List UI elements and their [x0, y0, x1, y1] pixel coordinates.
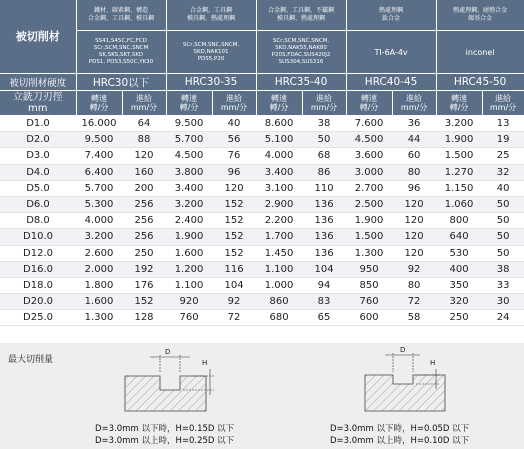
speed-cell: 5.100	[256, 132, 302, 148]
feed-cell: 25	[482, 148, 524, 164]
feed-cell: 92	[212, 294, 256, 310]
speed-cell: 5.300	[76, 196, 122, 212]
feed-cell: 83	[302, 294, 346, 310]
group-materials: inconel	[436, 31, 524, 74]
feed-cell: 19	[482, 132, 524, 148]
left-h-label: H	[202, 359, 208, 367]
speed-cell: 250	[436, 310, 482, 326]
table-row	[0, 180, 524, 196]
left-cut-diagram	[125, 348, 214, 411]
speed-cell: 860	[256, 294, 302, 310]
feed-cell: 136	[302, 213, 346, 229]
material-label: 被切削材	[0, 0, 76, 74]
speed-cell: 7.400	[76, 148, 122, 164]
feed-cell: 68	[302, 148, 346, 164]
speed-cell: 920	[166, 294, 212, 310]
speed-cell: 850	[346, 277, 392, 293]
diameter-cell: D20.0	[0, 294, 76, 310]
speed-cell: 7.600	[346, 116, 392, 132]
right-cut-diagram	[365, 346, 445, 411]
feed-cell: 104	[212, 277, 256, 293]
feed-cell: 72	[392, 294, 436, 310]
table-row	[0, 245, 524, 261]
left-note-1: D=3.0mm 以下時，H=0.15D 以下	[95, 424, 235, 434]
hardness-value: HRC35-40	[256, 74, 346, 91]
speed-cell: 1.500	[436, 148, 482, 164]
group-materials: SCr,SCM,SNC,SNCM, SKD,NAK55,NAK80 P20S,FDAC,SUS420J2 SUS304,SUS316	[256, 31, 346, 74]
table-row	[0, 148, 524, 164]
table-row	[0, 196, 524, 212]
speed-cell: 1.100	[166, 277, 212, 293]
feed-cell: 152	[122, 294, 166, 310]
speed-cell: 800	[436, 213, 482, 229]
feed-cell: 80	[392, 277, 436, 293]
speed-cell: 1.900	[436, 132, 482, 148]
table-row	[0, 164, 524, 180]
speed-cell: 2.700	[346, 180, 392, 196]
diameter-cell: D4.0	[0, 164, 76, 180]
table-row	[0, 229, 524, 245]
feed-cell: 120	[392, 229, 436, 245]
feed-cell: 136	[302, 245, 346, 261]
left-note-2: D=3.0mm 以上時，H=0.25D 以下	[95, 436, 235, 446]
feed-col-header: 進給 mm/分	[212, 91, 256, 116]
feed-cell: 160	[122, 164, 166, 180]
feed-cell: 50	[482, 196, 524, 212]
speed-cell: 4.000	[76, 213, 122, 229]
feed-cell: 176	[122, 277, 166, 293]
feed-col-header: 進給 mm/分	[302, 91, 346, 116]
right-workpiece-shape	[365, 375, 445, 411]
group-materials: SS41,S45C,FC,FCD SCr,SCM,SNC,SNCM SK,SKS,SKT,SKD PDS1, PDS3,S50C,YK30	[76, 31, 166, 74]
speed-cell: 8.600	[256, 116, 302, 132]
feed-cell: 56	[212, 132, 256, 148]
left-d-label: D	[165, 348, 171, 356]
speed-cell: 530	[436, 245, 482, 261]
diameter-cell: D6.0	[0, 196, 76, 212]
feed-cell: 40	[212, 116, 256, 132]
feed-cell: 110	[302, 180, 346, 196]
feed-cell: 256	[122, 213, 166, 229]
speed-cell: 2.200	[256, 213, 302, 229]
group-name: 鐵材、碳素鋼、構造 合金鋼、工具鋼、模具鋼	[76, 0, 166, 31]
feed-cell: 50	[482, 245, 524, 261]
feed-cell: 38	[482, 261, 524, 277]
feed-col-header: 進給 mm/分	[122, 91, 166, 116]
diameter-cell: D18.0	[0, 277, 76, 293]
speed-cell: 1.600	[166, 245, 212, 261]
hardness-value: HRC30以下	[76, 74, 166, 91]
table-row	[0, 213, 524, 229]
speed-cell: 1.300	[76, 310, 122, 326]
speed-cell: 400	[436, 261, 482, 277]
speed-cell: 5.700	[166, 132, 212, 148]
hardness-label: 被切削材硬度	[0, 74, 76, 91]
speed-cell: 680	[256, 310, 302, 326]
feed-cell: 36	[392, 116, 436, 132]
feed-cell: 120	[392, 245, 436, 261]
speed-cell: 3.200	[76, 229, 122, 245]
feed-cell: 65	[302, 310, 346, 326]
right-d-label: D	[400, 346, 406, 354]
speed-cell: 16.000	[76, 116, 122, 132]
feed-cell: 256	[122, 229, 166, 245]
diameter-cell: D5.0	[0, 180, 76, 196]
feed-cell: 152	[212, 213, 256, 229]
speed-cell: 1.100	[256, 261, 302, 277]
speed-cell: 350	[436, 277, 482, 293]
max-cut-title: 最大切削量	[8, 355, 54, 365]
group-name: 合金鋼、工具鋼 模具鋼、熱處理鋼	[166, 0, 256, 31]
feed-cell: 76	[212, 148, 256, 164]
diameter-cell: D16.0	[0, 261, 76, 277]
speed-col-header: 轉速 轉/分	[76, 91, 122, 116]
diameter-cell: D1.0	[0, 116, 76, 132]
speed-cell: 3.400	[166, 180, 212, 196]
speed-cell: 2.000	[76, 261, 122, 277]
speed-cell: 5.700	[76, 180, 122, 196]
feed-cell: 96	[212, 164, 256, 180]
speed-col-header: 轉速 轉/分	[436, 91, 482, 116]
speed-cell: 1.300	[346, 245, 392, 261]
feed-cell: 120	[392, 196, 436, 212]
table-row	[0, 310, 524, 326]
speed-cell: 2.900	[256, 196, 302, 212]
feed-cell: 116	[212, 261, 256, 277]
feed-cell: 60	[392, 148, 436, 164]
feed-cell: 32	[482, 164, 524, 180]
speed-cell: 320	[436, 294, 482, 310]
feed-cell: 50	[482, 213, 524, 229]
diameter-cell: D10.0	[0, 229, 76, 245]
group-name: 熱處理鋼 鈦合金	[346, 0, 436, 31]
feed-cell: 128	[122, 310, 166, 326]
speed-cell: 1.700	[256, 229, 302, 245]
speed-cell: 3.800	[166, 164, 212, 180]
right-h-label: H	[430, 359, 436, 367]
feed-cell: 152	[212, 229, 256, 245]
speed-cell: 3.100	[256, 180, 302, 196]
feed-col-header: 進給 mm/分	[482, 91, 524, 116]
speed-cell: 6.400	[76, 164, 122, 180]
feed-cell: 94	[302, 277, 346, 293]
group-name: 合金鋼、工具鋼、不鏽鋼 模具鋼、熱處理鋼	[256, 0, 346, 31]
table-row	[0, 261, 524, 277]
left-workpiece-shape	[125, 376, 206, 411]
hardness-value: HRC45-50	[436, 74, 524, 91]
feed-cell: 50	[302, 132, 346, 148]
speed-cell: 4.500	[166, 148, 212, 164]
speed-cell: 3.400	[256, 164, 302, 180]
feed-cell: 136	[302, 196, 346, 212]
feed-cell: 38	[302, 116, 346, 132]
diameter-cell: D12.0	[0, 245, 76, 261]
diameter-cell: D2.0	[0, 132, 76, 148]
speed-cell: 2.600	[76, 245, 122, 261]
group-materials: TI-6A-4v	[346, 31, 436, 74]
feed-cell: 136	[302, 229, 346, 245]
feed-cell: 152	[212, 245, 256, 261]
speed-cell: 1.200	[166, 261, 212, 277]
speed-cell: 1.500	[346, 229, 392, 245]
feed-cell: 256	[122, 196, 166, 212]
speed-cell: 1.060	[436, 196, 482, 212]
feed-cell: 92	[392, 261, 436, 277]
diameter-cell: D3.0	[0, 148, 76, 164]
speed-cell: 1.900	[166, 229, 212, 245]
feed-cell: 24	[482, 310, 524, 326]
speed-col-header: 轉速 轉/分	[166, 91, 212, 116]
speed-cell: 9.500	[166, 116, 212, 132]
speed-col-header: 轉速 轉/分	[346, 91, 392, 116]
feed-cell: 88	[122, 132, 166, 148]
speed-cell: 1.150	[436, 180, 482, 196]
diameter-cell: D25.0	[0, 310, 76, 326]
feed-cell: 120	[392, 213, 436, 229]
hardness-value: HRC40-45	[346, 74, 436, 91]
table-row	[0, 132, 524, 148]
feed-cell: 64	[122, 116, 166, 132]
speed-cell: 2.500	[346, 196, 392, 212]
speed-col-header: 轉速 轉/分	[256, 91, 302, 116]
diameter-cell: D8.0	[0, 213, 76, 229]
feed-cell: 72	[212, 310, 256, 326]
speed-cell: 950	[346, 261, 392, 277]
speed-cell: 3.200	[166, 196, 212, 212]
group-materials: SCr,SCM,SNC,SNCM, SKD,NAK101 PDS5,P20	[166, 31, 256, 74]
speed-cell: 9.500	[76, 132, 122, 148]
feed-cell: 152	[212, 196, 256, 212]
feed-cell: 58	[392, 310, 436, 326]
table-row	[0, 116, 524, 132]
speed-cell: 1.600	[76, 294, 122, 310]
speed-cell: 1.800	[76, 277, 122, 293]
right-note-1: D=3.0mm 以下時，H=0.05D 以下	[330, 424, 470, 434]
speed-cell: 3.200	[436, 116, 482, 132]
speed-cell: 640	[436, 229, 482, 245]
speed-cell: 600	[346, 310, 392, 326]
feed-cell: 120	[212, 180, 256, 196]
speed-cell: 1.900	[346, 213, 392, 229]
hardness-value: HRC30-35	[166, 74, 256, 91]
speed-cell: 1.000	[256, 277, 302, 293]
speed-cell: 4.000	[256, 148, 302, 164]
speed-cell: 760	[346, 294, 392, 310]
feed-cell: 86	[302, 164, 346, 180]
right-note-2: D=3.0mm 以上時，H=0.10D 以下	[330, 436, 470, 446]
feed-cell: 33	[482, 277, 524, 293]
speed-cell: 3.600	[346, 148, 392, 164]
feed-cell: 120	[122, 148, 166, 164]
speed-cell: 4.500	[346, 132, 392, 148]
table-row	[0, 277, 524, 293]
feed-cell: 80	[392, 164, 436, 180]
feed-cell: 50	[482, 229, 524, 245]
speed-cell: 2.400	[166, 213, 212, 229]
feed-cell: 40	[482, 180, 524, 196]
speed-cell: 3.000	[346, 164, 392, 180]
diameter-label: 立銑刀刃徑 mm	[0, 91, 76, 116]
feed-cell: 30	[482, 294, 524, 310]
speed-cell: 1.450	[256, 245, 302, 261]
feed-cell: 44	[392, 132, 436, 148]
feed-cell: 200	[122, 180, 166, 196]
feed-cell: 96	[392, 180, 436, 196]
feed-cell: 192	[122, 261, 166, 277]
speed-cell: 760	[166, 310, 212, 326]
feed-cell: 250	[122, 245, 166, 261]
group-name: 熱處理鋼、耐熱合金 鎳基合金	[436, 0, 524, 31]
table-row	[0, 294, 524, 310]
feed-cell: 13	[482, 116, 524, 132]
speed-cell: 1.270	[436, 164, 482, 180]
feed-cell: 104	[302, 261, 346, 277]
feed-col-header: 進給 mm/分	[392, 91, 436, 116]
